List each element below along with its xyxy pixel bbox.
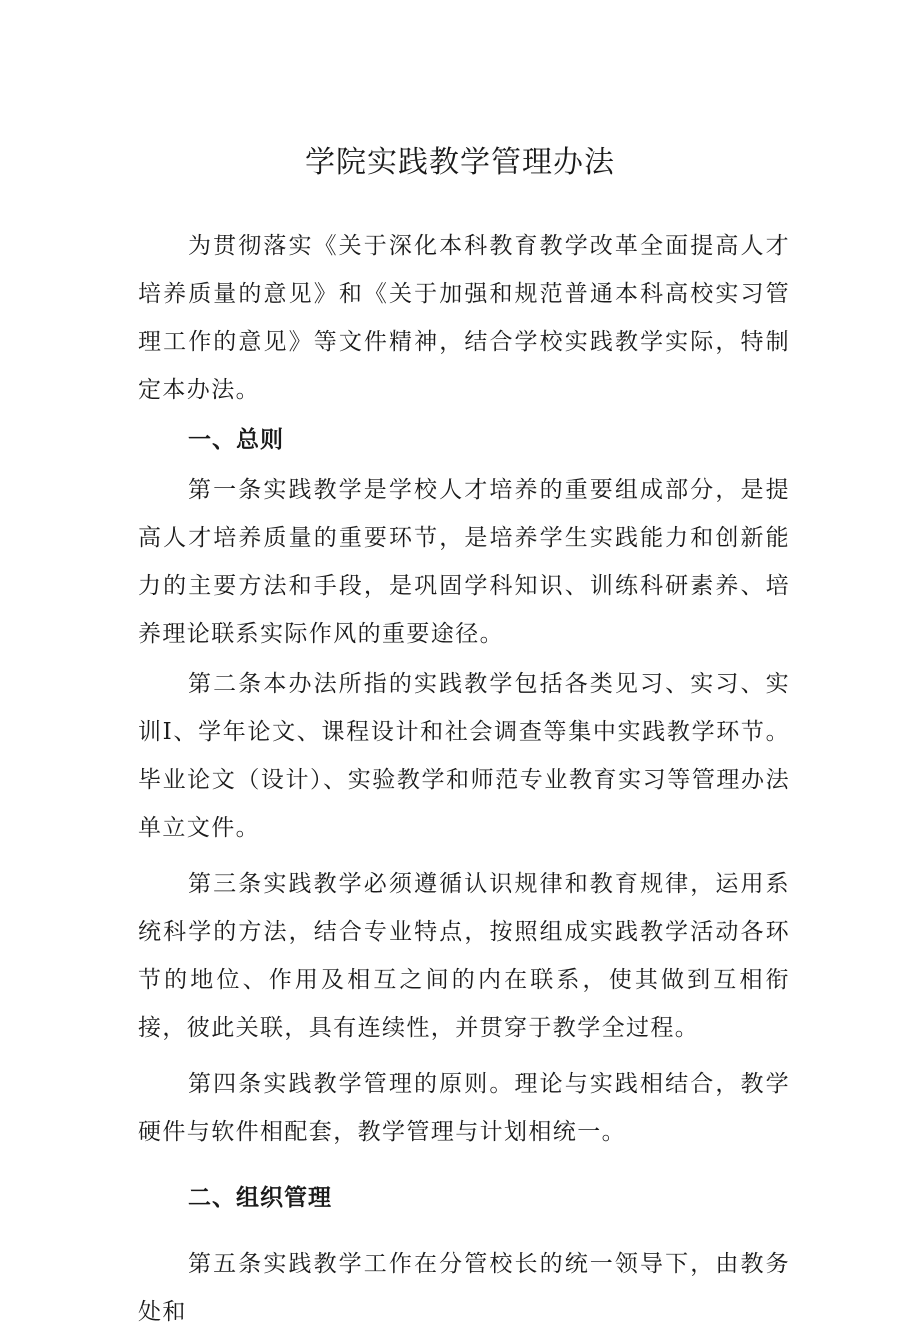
- spacer: [138, 1156, 790, 1174]
- article-5: 第五条实践教学工作在分管校长的统一领导下，由教务处和: [138, 1251, 790, 1325]
- spacer: [138, 1052, 790, 1060]
- document-body: [138, 222, 790, 1336]
- article-2: 第二条本办法所指的实践教学包括各类见习、实习、实训I、学年论文、课程设计和社会调查等集中实践教学环节。毕业论文（设计）、实验教学和师范专业教育实习等管理办法单立文件。: [138, 671, 790, 841]
- article-1: 第一条实践教学是学校人才培养的重要组成部分，是提高人才培养质量的重要环节，是培养学生实践能力和创新能力的主要方法和手段，是巩固学科知识、训练科研素养、培养理论联系实际作风的重要途径。: [138, 477, 790, 647]
- document-title: 学院实践教学管理办法: [305, 145, 615, 180]
- article-3: 第三条实践教学必须遵循认识规律和教育规律，运用系统科学的方法，结合专业特点，按照组成实践教学活动各环节的地位、作用及相互之间的内在联系，使其做到互相衔接，彼此关联，具有连续性，并贯穿于教学全过程。: [138, 871, 790, 1041]
- spacer: [138, 852, 790, 860]
- intro-paragraph: 为贯彻落实《关于深化本科教育教学改革全面提高人才培养质量的意见》和《关于加强和规范普通本科高校实习管理工作的意见》等文件精神，结合学校实践教学实际，特制定本办法。: [138, 233, 790, 403]
- section-heading-general: 一、总则: [188, 427, 284, 453]
- section-heading-organization: 二、组织管理: [188, 1185, 332, 1211]
- spacer: [138, 1222, 790, 1240]
- article-4: 第四条实践教学管理的原则。理论与实践相结合，教学硬件与软件相配套，教学管理与计划相统一。: [138, 1071, 790, 1145]
